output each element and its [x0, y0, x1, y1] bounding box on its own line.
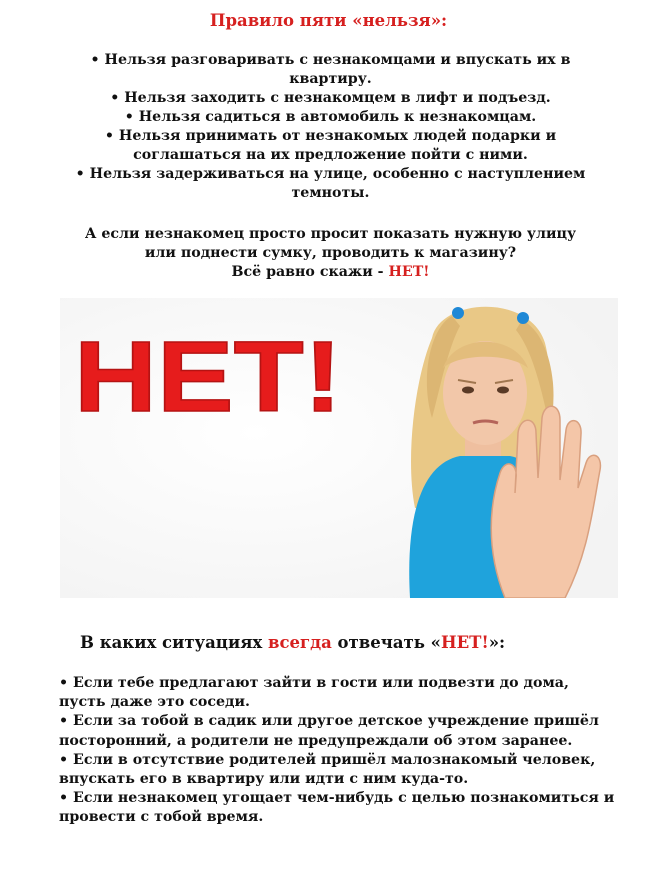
question-line: или поднести сумку, проводить к магазину? — [144, 245, 517, 261]
situations-title-emphasis: всегда — [268, 633, 332, 652]
situations-title-prefix: В каких ситуациях — [80, 633, 268, 652]
rule-item: • Нельзя разговаривать с незнакомцами и впускать их в квартиру. — [90, 52, 571, 87]
situations-title — [80, 633, 640, 652]
stop-photo — [60, 298, 618, 598]
answer-no: НЕТ! — [388, 264, 430, 280]
situation-item: • Если незнакомец угощает чем-нибудь с целью познакомиться и провести с тобой время. — [59, 790, 615, 826]
rule-item: • Нельзя заходить с незнакомцем в лифт и подъезд. — [110, 90, 551, 106]
page-title: Правило пяти «нельзя»: — [209, 11, 448, 30]
situations-title-suffix: »: — [488, 633, 506, 652]
situations-title-middle: отвечать « — [331, 633, 441, 652]
hair-band-left — [452, 307, 464, 319]
question-line — [58, 263, 603, 282]
rules-list — [58, 51, 603, 203]
girl-eye-right — [497, 387, 509, 394]
question-block — [58, 225, 603, 282]
girl-eye-left — [462, 387, 474, 394]
no-big-text: НЕТ! — [74, 321, 342, 433]
situations-list — [59, 674, 619, 828]
situation-item: • Если за тобой в садик или другое детское учреждение пришёл посторонний, а родители не предупреждали об этом заранее. — [59, 713, 599, 749]
answer-prefix: Всё равно скажи - — [231, 264, 389, 280]
rule-item: • Нельзя задерживаться на улице, особенно с наступлением темноты. — [75, 166, 586, 201]
stop-illustration — [60, 298, 618, 598]
rule-item: • Нельзя принимать от незнакомых людей подарки и соглашаться на их предложение пойти с ними. — [104, 128, 557, 163]
rule-item: • Нельзя садиться в автомобиль к незнакомцам. — [124, 109, 537, 125]
hair-band-right — [517, 312, 529, 324]
situation-item: • Если в отсутствие родителей пришёл малознакомый человек, впускать его в квартиру или идти с ним куда-то. — [59, 751, 596, 788]
situation-item: • Если тебе предлагают зайти в гости или подвезти до дома, пусть даже это соседи. — [59, 675, 569, 711]
situations-title-answer: НЕТ! — [441, 633, 489, 652]
question-line: А если незнакомец просто просит показать нужную улицу — [84, 226, 577, 242]
